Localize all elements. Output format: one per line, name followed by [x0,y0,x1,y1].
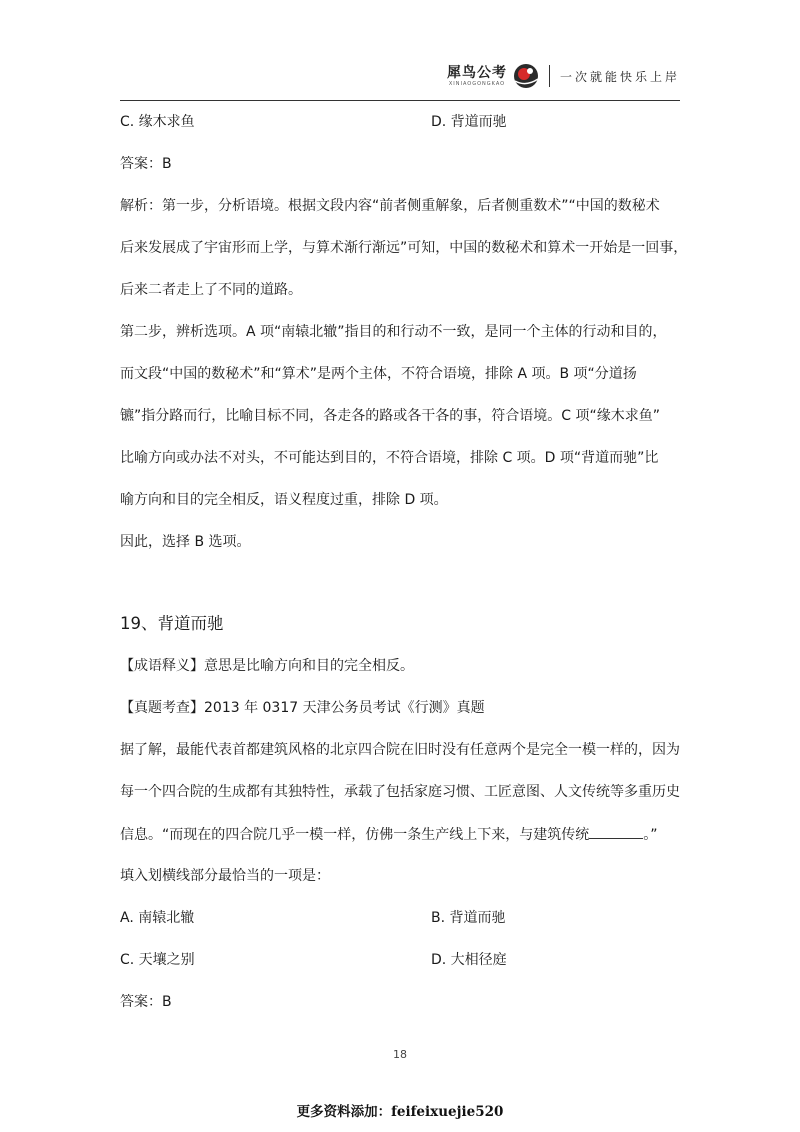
q19-option-a: A. 南辕北辙 [120,910,195,926]
brand [447,60,680,92]
q19-passage-line: 每一个四合院的生成都有其独特性，承载了包括家庭习惯、工匠意图、人文传统等多重历史 [120,784,680,800]
q18-analysis-line: 而文段“中国的数秘术”和“算术”是两个主体，不符合语境，排除 A 项。B 项“分道扬 [120,366,637,382]
q19-source: 【真题考查】2013 年 0317 天津公务员考试《行测》真题 [120,700,485,716]
q18-analysis-line: 解析：第一步，分析语境。根据文段内容“前者侧重解象，后者侧重数术”“中国的数秘术 [120,198,660,214]
q19-option-b: B. 背道而驰 [431,910,506,926]
brand-name [447,65,507,88]
q19-option-d: D. 大相径庭 [431,952,507,968]
q18-analysis-line: 后来二者走上了不同的道路。 [120,282,302,298]
q19-meaning: 【成语释义】意思是比喻方向和目的完全相反。 [120,658,414,674]
q18-option-c: C. 缘木求鱼 [120,114,195,130]
q19-passage-last-prefix: 信息。“而现在的四合院几乎一模一样，仿佛一条生产线上下来，与建筑传统 [120,827,590,843]
header-separator [549,65,550,87]
footer-note: 更多资料添加：feifeixuejie520 [296,1104,504,1120]
hornbill-logo-icon [511,61,541,91]
q18-answer: 答案：B [120,156,172,172]
q19-passage-line [120,824,680,845]
q18-analysis-line: 喻方向和目的完全相反，语义程度过重，排除 D 项。 [120,492,448,508]
slogan: 一次就能快乐上岸 [559,69,680,84]
q18-analysis-line: 第二步，辨析选项。A 项“南辕北辙”指目的和行动不一致，是同一个主体的行动和目的， [120,324,667,340]
brand-name-en: XINIAOGONGKAO [448,80,506,87]
q19-answer: 答案：B [120,994,172,1010]
fill-in-blank [589,824,643,839]
q19-prompt: 填入划横线部分最恰当的一项是： [120,868,330,884]
q19-option-c: C. 天壤之别 [120,952,195,968]
q19-title: 19、背道而驰 [120,614,224,633]
q18-analysis-line: 后来发展成了宇宙形而上学，与算术渐行渐远”可知，中国的数秘术和算术一开始是一回事， [120,240,688,256]
q19-passage-last-suffix: 。” [643,827,658,843]
q18-analysis-line: 因此，选择 B 选项。 [120,534,251,550]
page-header [120,58,680,101]
page-number: 18 [393,1048,407,1061]
q18-option-d: D. 背道而驰 [431,114,507,130]
brand-name-cn: 犀鸟公考 [446,64,507,81]
q18-analysis-line: 镳”指分路而行，比喻目标不同，各走各的路或各干各的事，符合语境。C 项“缘木求鱼” [120,408,660,424]
q18-analysis-line: 比喻方向或办法不对头，不可能达到目的，不符合语境，排除 C 项。D 项“背道而驰”比 [120,450,659,466]
q19-passage-line: 据了解，最能代表首都建筑风格的北京四合院在旧时没有任意两个是完全一模一样的，因为 [120,742,680,758]
